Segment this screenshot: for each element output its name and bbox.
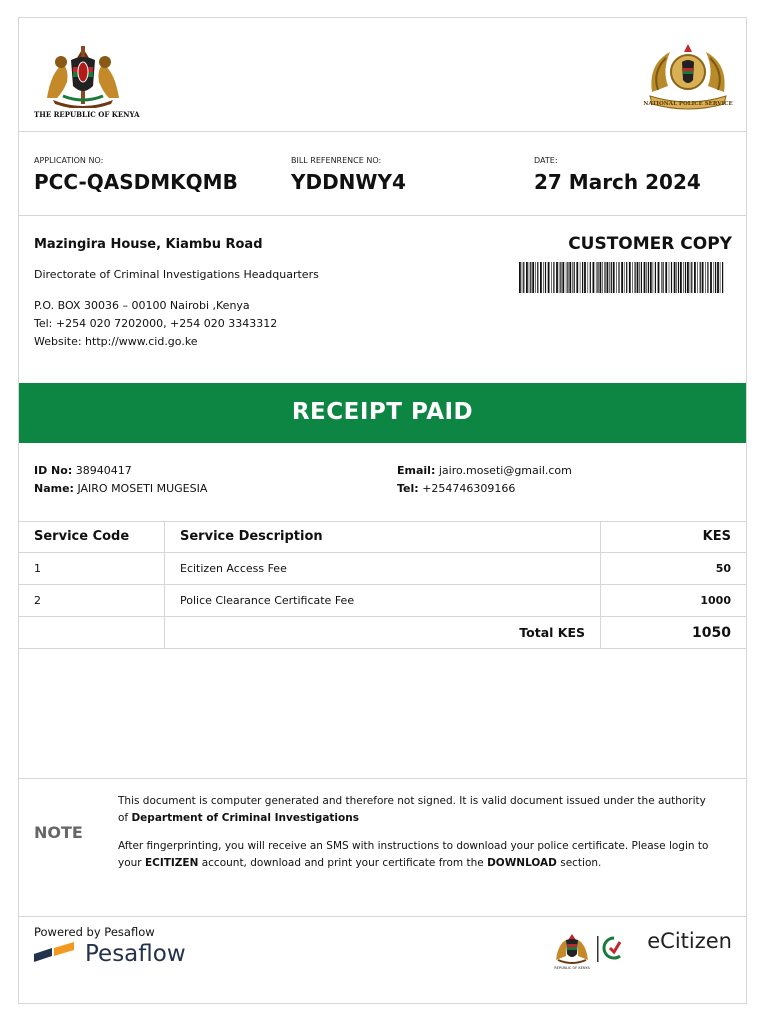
note-download: DOWNLOAD <box>487 857 557 869</box>
total-row <box>19 617 746 649</box>
name-value: JAIRO MOSETI MUGESIA <box>77 482 208 495</box>
receipt-paid-banner: RECEIPT PAID <box>19 383 746 443</box>
id-value: 38940417 <box>75 464 132 477</box>
kenya-coat-of-arms-logo <box>33 42 133 108</box>
tel-row <box>397 482 515 495</box>
reference-section <box>19 131 746 216</box>
col-service-description: Service Description <box>165 521 601 553</box>
bill-reference-label: BILL REFENRENCE NO: <box>291 156 382 165</box>
date-value: 27 March 2024 <box>534 170 701 194</box>
address-line1: Mazingira House, Kiambu Road <box>34 237 263 252</box>
id-row <box>34 464 132 477</box>
email-row <box>397 464 572 477</box>
note-ecitizen: ECITIZEN <box>144 857 199 869</box>
barcode <box>519 262 724 293</box>
po-box: P.O. BOX 30036 – 00100 Nairobi ,Kenya <box>34 299 250 312</box>
header <box>19 18 746 132</box>
telephone: Tel: +254 020 7202000, +254 020 3343312 <box>34 317 278 330</box>
address-line2: Directorate of Criminal Investigations Headquarters <box>34 268 319 281</box>
service-amount: 1000 <box>601 585 747 617</box>
service-description: Ecitizen Access Fee <box>165 553 601 585</box>
note-paragraph-2 <box>118 838 718 872</box>
date-label: DATE: <box>534 156 558 165</box>
note-text-part: section. <box>556 857 602 869</box>
name-label: Name: <box>34 482 74 495</box>
table-row <box>19 553 746 585</box>
national-police-service-badge <box>642 42 734 112</box>
col-service-code: Service Code <box>19 521 165 553</box>
table-row <box>19 585 746 617</box>
coat-caption: THE REPUBLIC OF KENYA <box>34 110 140 119</box>
receipt-document <box>18 17 747 1004</box>
note-text-part: This document is computer generated and therefore not signed. It is valid document issued under the authority of <box>118 795 706 824</box>
id-label: ID No: <box>34 464 73 477</box>
address-section <box>19 215 746 382</box>
service-description: Police Clearance Certificate Fee <box>165 585 601 617</box>
customer-info <box>19 443 746 522</box>
note-text <box>118 793 718 883</box>
police-badge-text: NATIONAL POLICE SERVICE <box>643 101 733 107</box>
bill-reference-number: YDDNWY4 <box>291 170 406 194</box>
note-label: NOTE <box>34 823 83 842</box>
email-label: Email: <box>397 464 436 477</box>
pesaflow-logo-icon <box>34 942 74 962</box>
note-section <box>19 778 746 917</box>
service-code: 2 <box>19 585 165 617</box>
service-amount: 50 <box>601 553 747 585</box>
customer-copy-label: CUSTOMER COPY <box>568 234 732 254</box>
note-paragraph-1 <box>118 793 718 827</box>
application-label: APPLICATION NO: <box>34 156 104 165</box>
col-kes: KES <box>601 521 747 553</box>
table-header-row <box>19 521 746 553</box>
footer <box>19 915 746 1005</box>
service-code: 1 <box>19 553 165 585</box>
pesaflow-wordmark: Pesaflow <box>85 941 186 967</box>
application-number: PCC-QASDMKQMB <box>34 170 238 194</box>
tel-label: Tel: <box>397 482 419 495</box>
services-table <box>19 521 746 649</box>
ecitizen-wordmark: eCitizen <box>647 929 732 953</box>
contact-block <box>34 297 277 351</box>
small-coat-caption: REPUBLIC OF KENYA <box>554 966 590 970</box>
note-text-part: After fingerprinting, you will receive an SMS with instructions to download your police certificate. Please login to your <box>118 840 709 869</box>
website: Website: http://www.cid.go.ke <box>34 335 198 348</box>
name-row <box>34 482 207 495</box>
tel-value: +254746309166 <box>422 482 516 495</box>
email-value: jairo.moseti@gmail.com <box>438 464 572 477</box>
note-authority: Department of Criminal Investigations <box>131 812 359 824</box>
note-text-part: account, download and print your certificate from the <box>198 857 488 869</box>
total-value: 1050 <box>601 617 747 649</box>
total-label: Total KES <box>165 617 601 649</box>
powered-by-text: Powered by Pesaflow <box>34 925 155 939</box>
